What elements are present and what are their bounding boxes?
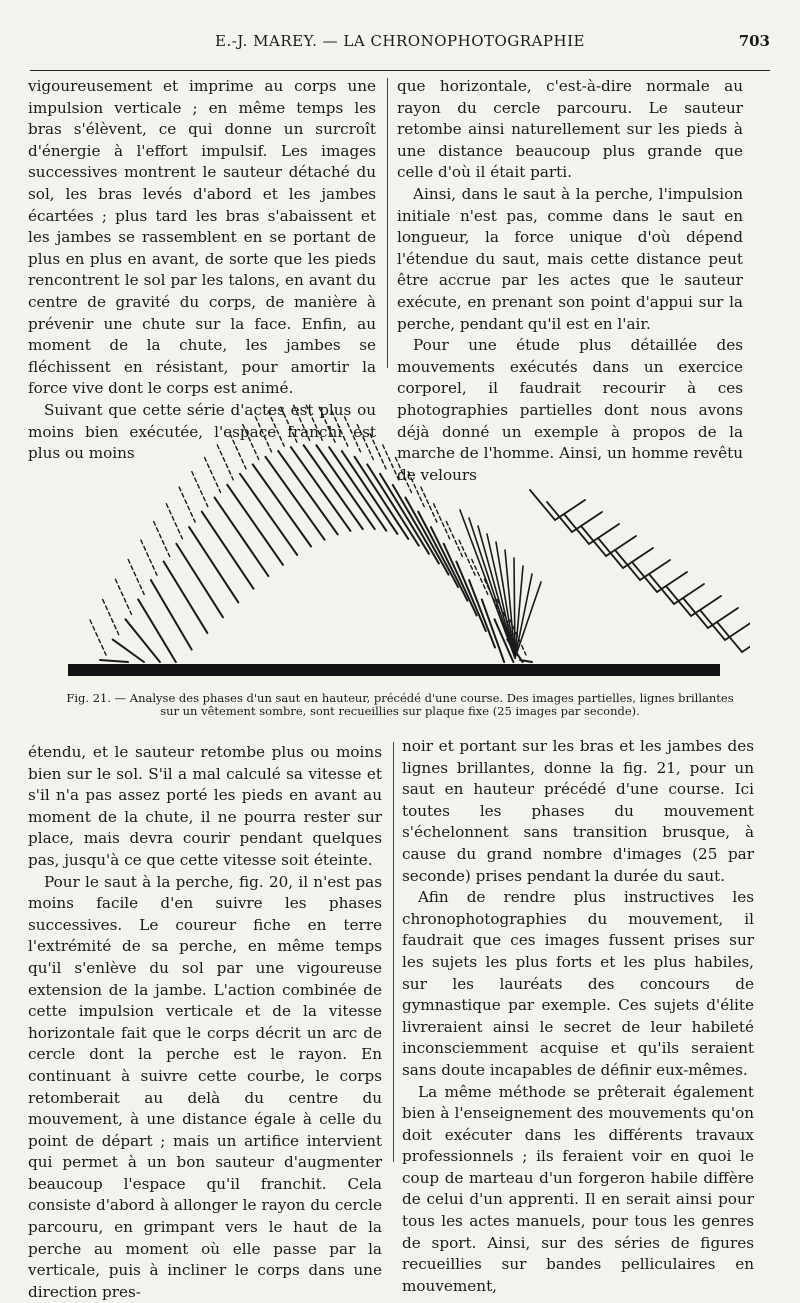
body-stroke bbox=[469, 580, 495, 647]
paragraph: Afin de rendre plus instructives les chronophotographies du mouvement, il faudrait que ces images fussent prises sur les sujets les plus forts et les plus habiles, sur les lauréats des concours de gymnastique par exemple. Ces sujets d'élite livreraient ainsi le secret de leur habileté inconsciemment acquise et qu'ils seraient sans doute incapables de définir eux-mêmes. bbox=[402, 888, 754, 1079]
arm-stroke bbox=[115, 579, 131, 614]
paragraph: Pour une étude plus détaillée des mouvements exécutés dans un exercice corporel, il faudrait recourir à ces photographies partielles dont nous avons déjà donné un exemple à propos de la marche de l'homme. Ainsi, un homme revêtu de velours bbox=[397, 336, 743, 484]
arm-stroke bbox=[281, 407, 297, 442]
arm-stroke bbox=[345, 417, 361, 452]
body-stroke bbox=[151, 580, 192, 650]
body-stroke bbox=[215, 498, 269, 577]
body-stroke bbox=[329, 447, 386, 530]
body-stroke bbox=[164, 561, 208, 633]
column-divider bbox=[387, 78, 388, 368]
arm-stroke bbox=[357, 424, 373, 459]
bottom-left-column bbox=[28, 742, 382, 1303]
body-stroke bbox=[367, 464, 418, 545]
arm-stroke bbox=[128, 559, 144, 594]
arm-stroke bbox=[243, 424, 259, 459]
running-header bbox=[30, 32, 770, 56]
body-stroke bbox=[418, 512, 458, 587]
arm-stroke bbox=[103, 600, 119, 635]
arm-stroke bbox=[230, 434, 246, 469]
body-stroke bbox=[265, 457, 324, 540]
arm-stroke bbox=[141, 540, 157, 575]
body-stroke bbox=[202, 512, 254, 589]
body-stroke bbox=[456, 561, 485, 631]
leg-stroke bbox=[460, 510, 515, 658]
caption-label: Fig. 21. bbox=[66, 691, 111, 705]
arm-stroke bbox=[179, 487, 195, 522]
paragraph: Ainsi, dans le saut à la perche, l'impulsion initiale n'est pas, comme dans le saut en longueur, la force unique d'où dépend l'étendue du saut, mais cette distance peut être accrue par les actes que le sauteur exécute, en prenant son point d'appui sur la perche, pendant qu'il est en l'air. bbox=[397, 184, 743, 333]
figure-caption bbox=[60, 692, 740, 718]
arm-stroke bbox=[294, 405, 310, 440]
arm-stroke bbox=[446, 521, 462, 556]
arm-stroke bbox=[255, 417, 271, 452]
paragraph: étendu, et le sauteur retombe plus ou moins bien sur le sol. S'il a mal calculé sa vitesse et s'il n'a pas assez porté les pieds en avant au moment de la chute, il ne pourra rester sur place, mais devra courir pendant quelques pas, jusqu'à ce que cette vitesse soit éteinte. bbox=[28, 743, 382, 869]
leg-stroke bbox=[514, 558, 515, 658]
arm-stroke bbox=[217, 445, 233, 480]
chronophotograph-figure bbox=[60, 390, 750, 690]
paragraph: noir et portant sur les bras et les jambes des lignes brillantes, donne la fig. 21, pour un saut en hauteur précédé d'une course. Ici toutes les phases du mouvement s'échelonnent sans transition brusque, à cause du grand nombre d'images (25 par seconde) prises pendant la durée du saut. bbox=[402, 737, 754, 885]
body-stroke bbox=[113, 640, 144, 662]
arm-stroke bbox=[370, 434, 386, 469]
page-number: 703 bbox=[738, 32, 770, 50]
body-stroke bbox=[189, 527, 238, 602]
body-stroke bbox=[291, 447, 351, 531]
body-stroke bbox=[304, 445, 363, 529]
paragraph: vigoureusement et imprime au corps une impulsion verticale ; en même temps les bras s'élèvent, ce qui donne un surcroît d'énergie à l'effort impulsif. Les images successives montrent le sauteur détaché du sol, les bras levés d'abord et les jambes écartées ; plus tard les bras s'abaissent et les jambes se rassemblent en se portant de plus en plus en avant, de sorte que les pieds rencontrent le sol par les talons, en avant du centre de gravité du corps, de manière à prévenir une chute sur la face. Enfin, au moment de la chute, les jambes se fléchissent en résistant, pour amortir la force vive dont le corps est animé. bbox=[28, 77, 376, 398]
caption-text: — Analyse des phases d'un saut en hauteur, précédé d'une course. Des images partielles, lignes brillantes sur un vêtement sombre, sont recueillies sur plaque fixe (25 images par seconde). bbox=[111, 691, 734, 718]
bottom-right-column bbox=[402, 736, 754, 1297]
arm-stroke bbox=[383, 445, 399, 480]
body-stroke bbox=[138, 599, 176, 662]
body-stroke bbox=[176, 544, 223, 618]
header-rule bbox=[30, 70, 770, 71]
body-stroke bbox=[100, 660, 128, 662]
running-title: E.-J. MAREY. — LA CHRONOPHOTOGRAPHIE bbox=[215, 32, 585, 50]
paragraph: Suivant que cette série d'actes est plus ou moins bien exécutée, l'espace franchi est plus ou moins bbox=[28, 400, 376, 463]
body-stroke bbox=[444, 544, 477, 616]
column-divider bbox=[393, 742, 394, 1162]
arm-stroke bbox=[154, 521, 170, 556]
landing-stroke bbox=[700, 610, 750, 640]
arm-stroke bbox=[166, 504, 182, 539]
arm-stroke bbox=[192, 472, 208, 507]
arm-stroke bbox=[268, 411, 284, 446]
paragraph: Pour le saut à la perche, fig. 20, il n'est pas moins facile d'en suivre les phases successives. Le coureur fiche en terre l'extrémité de sa perche, en même temps qu'il s'enlève du sol par une vigoureuse extension de la jambe. L'action combinée de cette impulsion verticale et de la vitesse horizontale fait que le corps décrit un arc de cercle dont la perche est le rayon. En continuant à suivre cette courbe, le corps retomberait au delà du centre du mouvement, à une distance égale à celle du point de départ ; mais un artifice intervient qui permet à un bon sauteur d'augmenter beaucoup l'espace qu'il franchit. Cela consiste d'abord à allonger le rayon du cercle parcouru, en grimpant vers le haut de la perche au moment où elle passe par la verticale, puis à incliner le corps dans une direction pres- bbox=[28, 872, 382, 1301]
paragraph: La même méthode se prêterait également bien à l'enseignement des mouvements qu'on doit exécuter dans les différents travaux professionnels ; ils feraient voir en quoi le coup de marteau d'un forgeron habile diffère de celui d'un apprenti. Il en serait ainsi pour tous les actes manuels, pour tous les genres de sport. Ainsi, sur des séries de figures recueillies sur bandes pelliculaires en mouvement, bbox=[402, 1082, 754, 1295]
body-stroke bbox=[380, 474, 429, 554]
ground-bar bbox=[68, 664, 720, 676]
paragraph: que horizontale, c'est-à-dire normale au rayon du cercle parcouru. Le sauteur retombe ainsi naturellement sur les pieds à une distance beaucoup plus grande que celle d'où il était parti. bbox=[397, 77, 743, 182]
arm-stroke bbox=[205, 458, 221, 493]
motion-strokes bbox=[90, 405, 750, 662]
arm-stroke bbox=[90, 620, 106, 655]
